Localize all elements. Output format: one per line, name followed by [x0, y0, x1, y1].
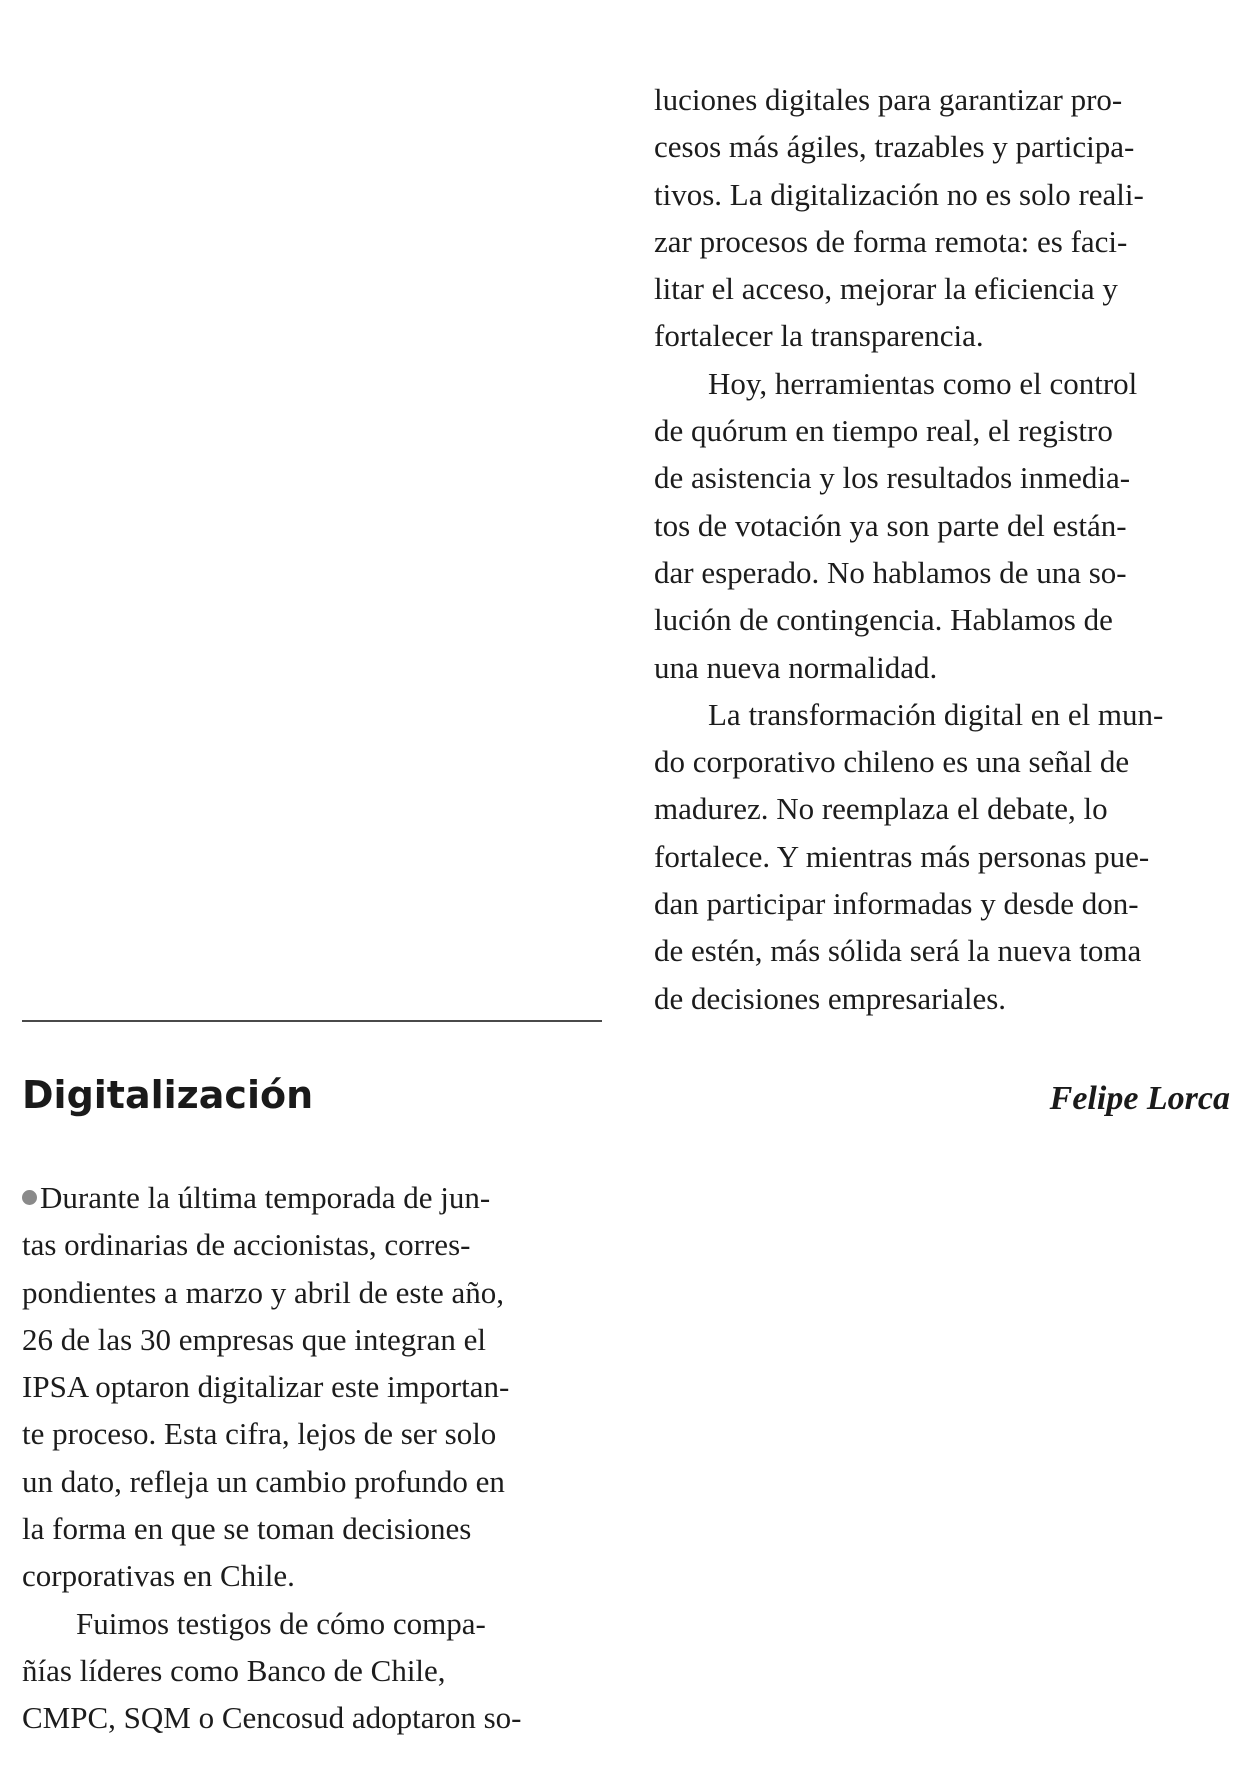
text-line: tivos. La digitalización no es solo reali-	[654, 176, 1144, 212]
text-line: de estén, más sólida será la nueva toma	[654, 933, 1142, 969]
text-line	[22, 1174, 604, 1221]
text-line: zar procesos de forma remota: es faci-	[654, 223, 1128, 259]
text-line: de asistencia y los resultados inmedia-	[654, 460, 1131, 496]
text-line: una nueva normalidad.	[654, 649, 938, 685]
text-line: la forma en que se toman decisiones	[22, 1511, 472, 1547]
text-line: de quórum en tiempo real, el registro	[654, 413, 1113, 449]
text-line: de decisiones empresariales.	[654, 980, 1007, 1016]
text-line: pondientes a marzo y abril de este año,	[22, 1274, 505, 1310]
text-line: madurez. No reemplaza el debate, lo	[654, 791, 1108, 827]
text-line: un dato, refleja un cambio profundo en	[22, 1463, 505, 1499]
section-heading: Digitalización	[22, 1073, 314, 1117]
text-line: corporativas en Chile.	[22, 1558, 295, 1594]
section-divider	[22, 1020, 602, 1022]
text-line: fortalece. Y mientras más personas pue-	[654, 838, 1150, 874]
text-line: do corporativo chileno es una señal de	[654, 744, 1130, 780]
text-line: ñías líderes como Banco de Chile,	[22, 1652, 446, 1688]
text-line: Hoy, herramientas como el control	[708, 365, 1138, 401]
bullet-icon	[22, 1190, 37, 1205]
text-line: IPSA optaron digitalizar este importan-	[22, 1369, 510, 1405]
text-line: cesos más ágiles, trazables y participa-	[654, 129, 1135, 165]
article-left-column	[22, 1174, 604, 1742]
text-line: dan participar informadas y desde don-	[654, 886, 1139, 922]
body-paragraph	[22, 1174, 604, 1600]
text-line: 26 de las 30 empresas que integran el	[22, 1321, 486, 1357]
text-line: litar el acceso, mejorar la eficiencia y	[654, 271, 1118, 307]
text-line: dar esperado. No hablamos de una so-	[654, 554, 1127, 590]
text-line: te proceso. Esta cifra, lejos de ser solo	[22, 1416, 497, 1452]
text-line: La transformación digital en el mun-	[708, 696, 1164, 732]
text-line: tos de votación ya son parte del están-	[654, 507, 1127, 543]
text-line-content: Durante la última temporada de jun-	[40, 1180, 491, 1215]
text-line: luciones digitales para garantizar pro-	[654, 82, 1123, 117]
text-line: Fuimos testigos de cómo compa-	[76, 1605, 486, 1641]
text-line: lución de contingencia. Hablamos de	[654, 602, 1113, 638]
body-paragraph	[22, 1600, 604, 1742]
article-right-column	[654, 76, 1230, 1022]
author-byline: Felipe Lorca	[1049, 1080, 1230, 1117]
text-line: tas ordinarias de accionistas, corres-	[22, 1227, 471, 1263]
body-paragraph	[654, 76, 1230, 360]
text-line: CMPC, SQM o Cencosud adoptaron so-	[22, 1700, 522, 1736]
body-paragraph	[654, 691, 1230, 1022]
body-paragraph	[654, 360, 1230, 691]
text-line: fortalecer la transparencia.	[654, 318, 984, 354]
